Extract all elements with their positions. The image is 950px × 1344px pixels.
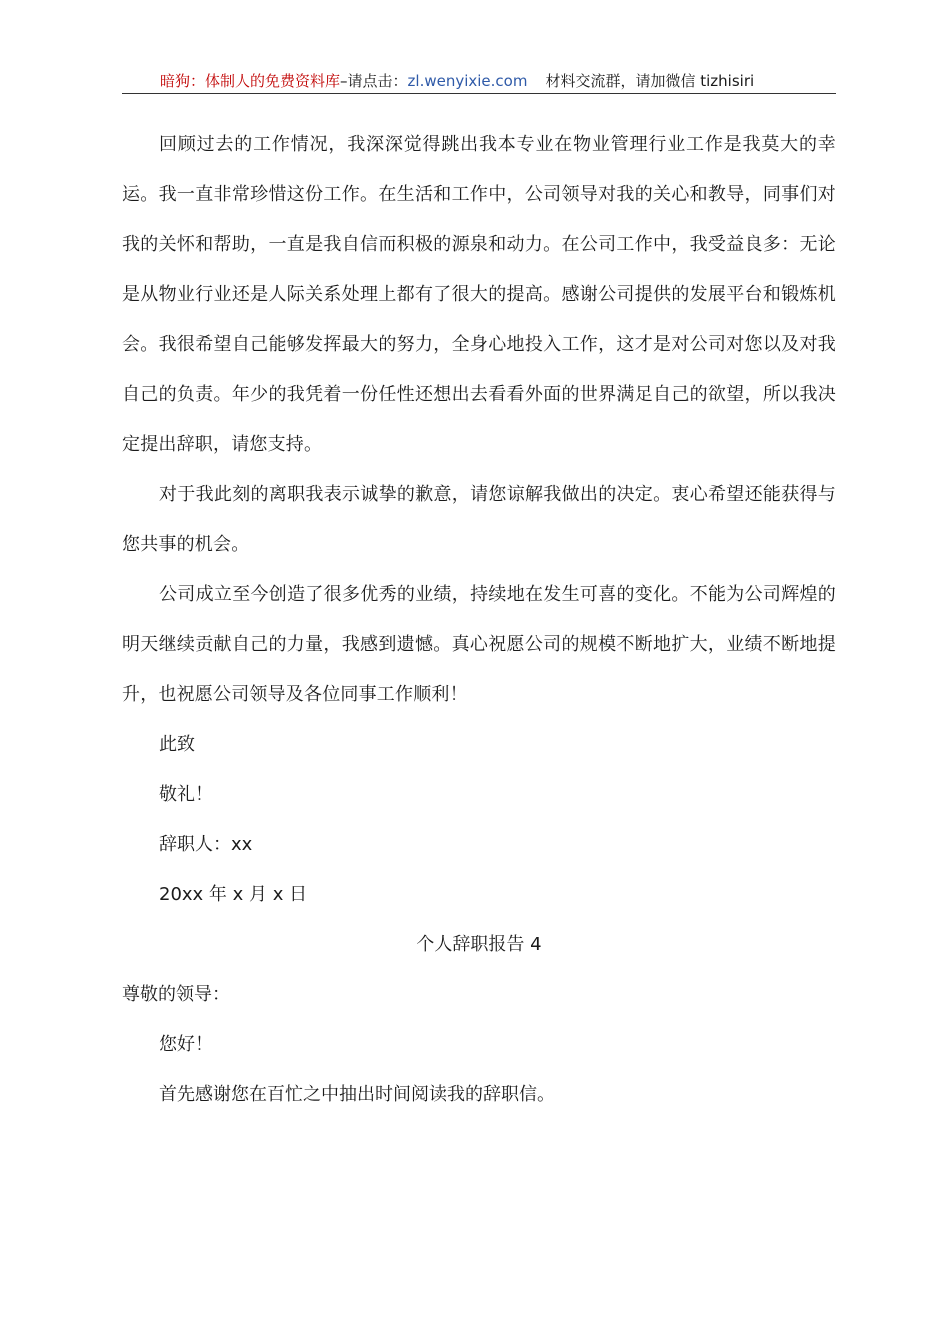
salutation: 尊敬的领导： (122, 984, 230, 1005)
header-link[interactable]: zl.wenyixie.com (407, 72, 528, 90)
header-brand: 暗狗：体制人的免费资料库 (160, 72, 341, 90)
header-note: 材料交流群，请加微信 tizhisiri (545, 72, 755, 90)
paragraph-wishes: 公司成立至今创造了很多优秀的业绩，持续地在发生可喜的变化。不能为公司辉煌的明天继续贡献自己的力量，我感到遗憾。真心祝愿公司的规模不断地扩大，业绩不断地提升，也祝愿公司领导及各位同事工作顺利！ (122, 584, 836, 705)
document-body (122, 120, 836, 1120)
signer-line: 辞职人：xx (159, 834, 253, 855)
closing-line-1: 此致 (159, 734, 195, 755)
closing-line-2: 敬礼！ (159, 784, 213, 805)
paragraph-opening: 首先感谢您在百忙之中抽出时间阅读我的辞职信。 (159, 1084, 555, 1105)
paragraph-reflection: 回顾过去的工作情况，我深深觉得跳出我本专业在物业管理行业工作是我莫大的幸运。我一直非常珍惜这份工作。在生活和工作中，公司领导对我的关心和教导，同事们对我的关怀和帮助，一直是我自信而积极的源泉和动力。在公司工作中，我受益良多：无论是从物业行业还是人际关系处理上都有了很大的提高。感谢公司提供的发展平台和锻炼机会。我很希望自己能够发挥最大的努力，全身心地投入工作，这才是对公司对您以及对我自己的负责。年少的我凭着一份任性还想出去看看外面的世界满足自己的欲望，所以我决定提出辞职，请您支持。 (122, 134, 836, 455)
greeting: 您好！ (159, 1034, 213, 1055)
paragraph-apology: 对于我此刻的离职我表示诚挚的歉意，请您谅解我做出的决定。衷心希望还能获得与您共事的机会。 (122, 484, 836, 555)
page-header (122, 68, 836, 94)
header-prompt: –请点击： (340, 72, 408, 90)
date-line: 20xx 年 x 月 x 日 (159, 884, 308, 905)
section-title: 个人辞职报告 4 (416, 934, 542, 955)
